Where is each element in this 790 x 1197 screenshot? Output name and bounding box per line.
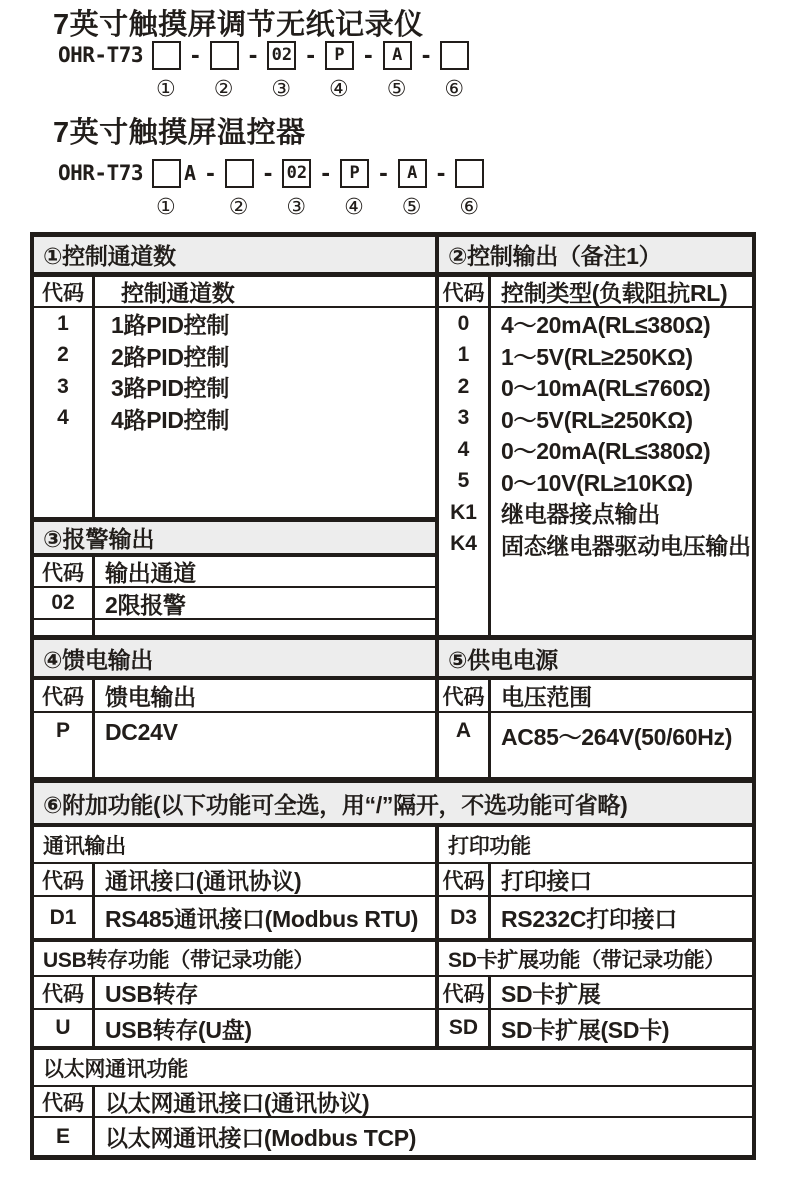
box-row [340,158,369,188]
zone-comm-print [34,827,752,938]
table-row [439,371,752,403]
table-row [439,1010,752,1046]
table-filler [34,434,95,517]
code-cell: SD [439,1010,491,1046]
table-row [34,1010,435,1046]
code-cell: K1 [439,497,491,529]
segment-index: ⑥ [444,77,465,102]
box-row [267,40,296,70]
model-segment-5 [383,40,412,101]
table-row [439,403,752,435]
box-row [210,40,239,70]
dash-separator: - [263,157,273,187]
model-code-box [455,159,484,188]
table-row [439,713,752,777]
section-1-header: ①控制通道数 [34,237,439,272]
desc-cell: RS232C打印接口 [501,906,677,932]
s3-column-header-row [34,557,435,588]
model-segment-5 [398,158,427,219]
model-suffix-letter: A [184,161,197,185]
desc-cell: 继电器接点输出 [501,501,660,528]
section-6-header: ⑥附加功能(以下功能可全选，用“/”隔开，不选功能可省略) [43,791,628,818]
sd-subsection-header: SD卡扩展功能（带记录功能） [439,942,752,977]
sd-column-header-row [439,977,752,1010]
segment-index: ① [156,195,176,220]
table-filler [491,560,752,635]
section-4-column [34,680,439,777]
comm-subsection-header: 通讯输出 [34,827,435,864]
print-column [439,827,752,938]
desc-cell: AC85～264V(50/60Hz) [501,724,733,750]
section-4-header: ④馈电输出 [34,640,439,676]
box-row [325,40,354,70]
box-row [398,158,427,188]
sd-column [439,942,752,1046]
desc-cell: 2限报警 [105,591,186,618]
desc-cell: 以太网通讯接口(Modbus TCP) [105,1125,417,1151]
segment-index: ⑤ [401,195,422,220]
product-2-model-code-line [58,158,484,219]
code-cell: 4 [34,403,95,435]
table-row [34,308,435,340]
desc-cell: 1～5V(RL≥250KΩ) [501,343,693,370]
table-row [439,434,752,466]
table-row [34,340,435,372]
print-code-col-header: 代码 [439,864,491,895]
dash-separator: - [436,157,446,187]
desc-cell: 固态继电器驱动电压输出 [501,532,751,559]
model-code-box [440,41,469,70]
dash-separator: - [248,39,258,69]
model-code-box [210,41,239,70]
section-header-band-1-2 [34,237,752,277]
table-row [34,897,435,938]
code-cell: D3 [439,897,491,938]
sd-desc-col-header: SD卡扩展 [501,981,601,1007]
segment-index: ④ [344,195,364,220]
model-code-box: 02 [267,41,296,70]
section-1-3-column [34,277,439,635]
model-code-box [152,41,181,70]
comm-desc-col-header: 通讯接口(通讯协议) [105,868,302,894]
section-3-header: ③报警输出 [34,517,435,557]
code-cell: 1 [439,340,491,372]
zone-usb-sd [34,938,752,1046]
desc-cell: 3路PID控制 [111,375,230,402]
s2-desc-col-header: 控制类型(负载阻抗RL) [501,280,728,306]
code-cell: 3 [34,371,95,403]
s1-code-col-header: 代码 [34,277,95,306]
dash-separator: - [191,39,200,69]
ethernet-desc-col-header: 以太网通讯接口(通讯协议) [105,1090,370,1116]
usb-column [34,942,439,1046]
desc-cell: RS485通讯接口(Modbus RTU) [105,906,419,932]
desc-cell: 0～20mA(RL≤380Ω) [501,438,711,465]
code-cell: D1 [34,897,95,938]
segment-index: ⑥ [459,195,480,220]
code-cell: 0 [439,308,491,340]
table-row [34,713,435,777]
desc-cell: USB转存(U盘) [105,1016,252,1043]
comm-code-col-header: 代码 [34,864,95,895]
box-row [282,158,311,188]
model-code-box: A [398,159,427,188]
table-row [439,466,752,498]
desc-cell: 1路PID控制 [111,312,230,339]
segment-index: ② [228,195,249,220]
s2-column-header-row [439,277,752,308]
dash-separator: - [364,39,373,69]
dash-separator: - [321,157,331,187]
table-filler [439,560,491,635]
model-segment-3 [282,158,311,219]
model-segment-4 [340,158,369,219]
code-cell: U [34,1010,95,1046]
s1-desc-col-header: 控制通道数 [121,280,235,306]
desc-cell: 2路PID控制 [111,343,230,370]
box-row [455,158,484,188]
s5-column-header-row [439,680,752,713]
segment-index: ③ [271,77,292,102]
code-cell: 2 [34,340,95,372]
table-row [34,371,435,403]
desc-cell: DC24V [105,719,178,745]
box-row [383,40,412,70]
code-cell: 2 [439,371,491,403]
code-cell: A [439,713,491,777]
segment-index: ① [156,77,176,102]
dash-separator: - [206,157,215,187]
table-row [439,308,752,340]
segment-index: ③ [286,195,307,220]
model-prefix: OHR-T73 [58,161,144,185]
box-row [152,40,181,70]
usb-code-col-header: 代码 [34,977,95,1008]
code-cell: 5 [439,466,491,498]
desc-cell: 0～10mA(RL≤760Ω) [501,375,711,402]
section-header-band-4-5 [34,635,752,680]
zone-sections-4-5 [34,680,752,777]
zone-sections-1-2-3 [34,277,752,635]
code-cell: 02 [34,588,95,618]
section-5-header: ⑤供电电源 [448,646,558,673]
code-cell: P [34,713,95,777]
zone-ethernet [34,1046,752,1155]
table-row [439,897,752,938]
segment-index: ④ [329,77,349,102]
model-segment-4 [325,40,354,101]
desc-cell: 0～5V(RL≥250KΩ) [501,406,693,433]
s4-desc-col-header: 馈电输出 [105,684,196,710]
product-1-model-code-line [58,40,469,101]
comm-column-header-row [34,864,435,897]
comm-column [34,827,439,938]
s3-code-col-header: 代码 [34,557,95,586]
section-header-band-6 [34,777,752,827]
desc-cell: 4～20mA(RL≤380Ω) [501,312,711,339]
table-filler [95,434,435,517]
dash-separator: - [306,39,316,69]
print-subsection-header: 打印功能 [439,827,752,864]
section-2-header: ②控制输出（备注1） [448,243,662,269]
spec-table [30,232,756,1160]
model-code-box: P [340,159,369,188]
table-row [34,403,435,435]
model-code-box: P [325,41,354,70]
code-cell: E [34,1118,95,1155]
model-segment-6 [440,40,469,101]
usb-column-header-row [34,977,435,1010]
model-segment-2 [225,158,254,219]
model-segment-2 [210,40,239,101]
section-5-column [439,680,752,777]
desc-cell: 4路PID控制 [111,406,230,433]
code-cell: K4 [439,529,491,561]
table-row [439,340,752,372]
table-row [439,529,752,561]
model-segment-6 [455,158,484,219]
dash-separator: - [421,39,431,69]
dash-separator: - [379,157,388,187]
model-code-box: A [383,41,412,70]
box-row [152,158,196,188]
table-filler [34,620,435,635]
box-row [225,158,254,188]
s5-code-col-header: 代码 [439,680,491,711]
print-desc-col-header: 打印接口 [501,868,592,894]
table-filler [439,560,752,635]
code-cell: 4 [439,434,491,466]
desc-cell: SD卡扩展(SD卡) [501,1016,670,1043]
s4-code-col-header: 代码 [34,680,95,711]
model-code-box [225,159,254,188]
desc-cell: 0～10V(RL≥10KΩ) [501,469,693,496]
model-code-box [152,159,181,188]
sd-code-col-header: 代码 [439,977,491,1008]
s4-column-header-row [34,680,435,713]
table-filler [34,620,95,635]
code-cell: 1 [34,308,95,340]
box-row [440,40,469,70]
s1-column-header-row [34,277,435,308]
table-row [34,1118,752,1155]
ethernet-code-col-header: 代码 [34,1087,95,1116]
s5-desc-col-header: 电压范围 [501,684,592,710]
s2-code-col-header: 代码 [439,277,491,306]
model-code-box: 02 [282,159,311,188]
model-segment-3 [267,40,296,101]
section-2-column [439,277,752,635]
segment-index: ② [213,77,234,102]
code-cell: 3 [439,403,491,435]
table-filler [34,434,435,517]
s3-desc-col-header: 输出通道 [105,560,196,586]
ethernet-subsection-header: 以太网通讯功能 [34,1050,752,1087]
model-prefix: OHR-T73 [58,43,144,67]
model-segment-1 [152,158,196,219]
table-row [34,588,435,620]
product-1-title: 7英寸触摸屏调节无纸记录仪 [53,9,424,41]
print-column-header-row [439,864,752,897]
usb-subsection-header: USB转存功能（带记录功能） [34,942,435,977]
segment-index: ⑤ [386,77,407,102]
usb-desc-col-header: USB转存 [105,981,199,1007]
table-filler [95,620,435,635]
table-row [439,497,752,529]
product-2-title: 7英寸触摸屏温控器 [53,117,306,149]
model-segment-1 [152,40,181,101]
ethernet-column-header-row [34,1087,752,1118]
